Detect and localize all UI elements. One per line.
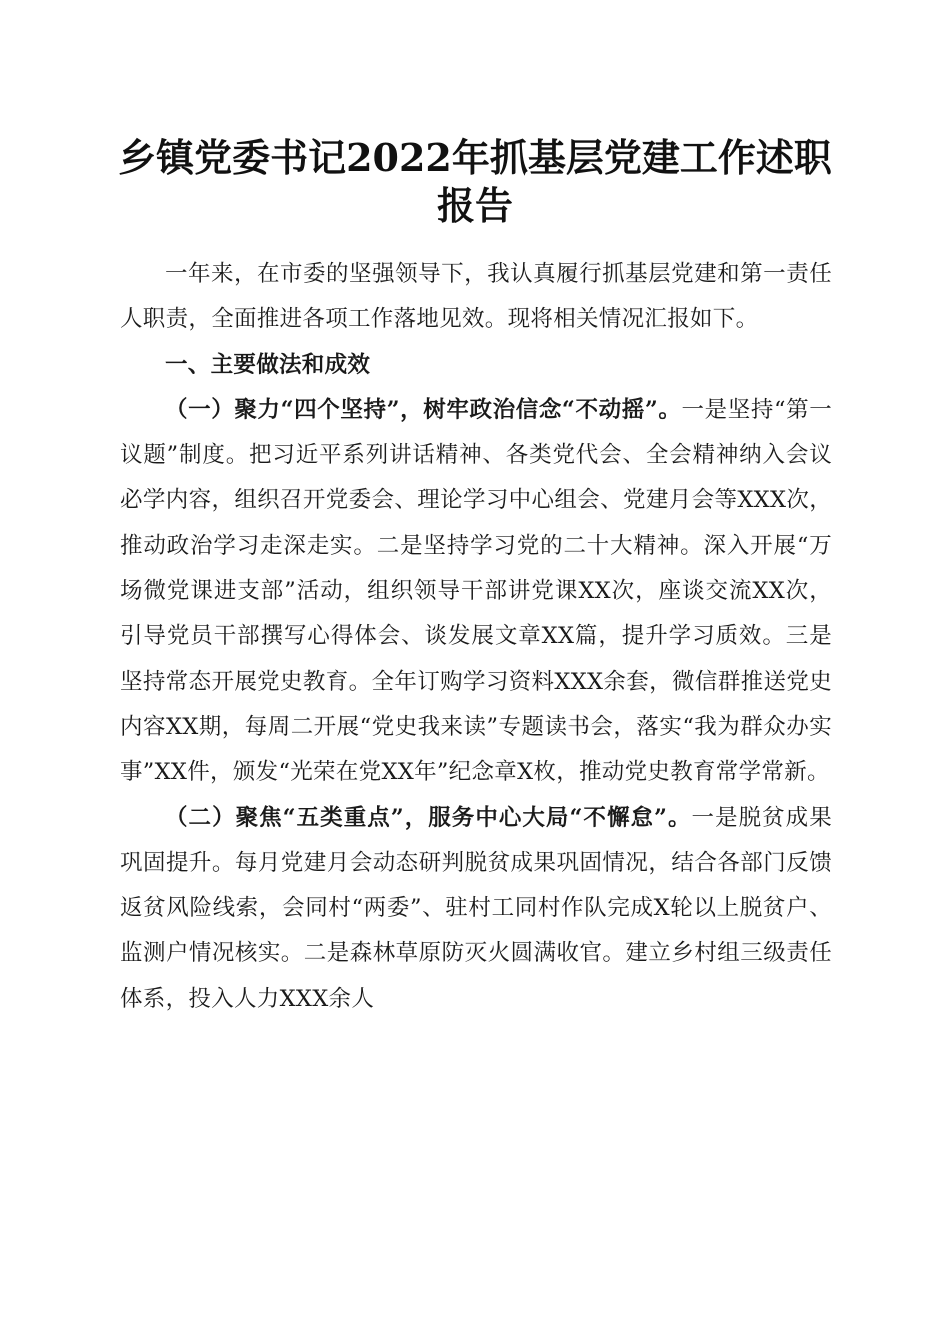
subsection-1-paragraph — [120, 388, 832, 796]
subsection-2-lead: （二）聚焦“五类重点”，服务中心大局“不懈怠”。 — [165, 804, 692, 831]
subsection-2-paragraph — [120, 796, 832, 1022]
document-body — [120, 252, 832, 1022]
document-title: 乡镇党委书记2022年抓基层党建工作述职报告 — [118, 135, 832, 228]
section-heading: 一、主要做法和成效 — [165, 351, 371, 378]
subsection-1-body: 一是坚持“第一议题”制度。把习近平系列讲话精神、各类党代会、全会精神纳入会议必学内容，组织召开党委会、理论学习中心组会、党建月会等XXX次，推动政治学习走深走实。二是坚持学习党的二十大精神。深入开展“万场微党课进支部”活动，组织领导干部讲党课XX次，座谈交流XX次，引导党员干部撰写心得体会、谈发展文章XX篇，提升学习质效。三是坚持常态开展党史教育。全年订购学习资料XXX余套，微信群推送党史内容XX期，每周二开展“党史我来读”专题读书会，落实“我为群众办实事”XX件，颁发“光荣在党XX年”纪念章X枚，推动党史教育常学常新。 — [120, 396, 833, 786]
subsection-1-lead: （一）聚力“四个坚持”，树牢政治信念“不动摇”。 — [165, 396, 682, 423]
intro-paragraph: 一年来，在市委的坚强领导下，我认真履行抓基层党建和第一责任人职责，全面推进各项工作落地见效。现将相关情况汇报如下。 — [120, 261, 832, 333]
subsection-2-body: 一是脱贫成果巩固提升。每月党建月会动态研判脱贫成果巩固情况，结合各部门反馈返贫风险线索，会同村“两委”、驻村工同村作队完成X轮以上脱贫户、监测户情况核实。二是森林草原防灭火圆满收官。建立乡村组三级责任体系，投入人力XXX余人 — [120, 804, 832, 1012]
